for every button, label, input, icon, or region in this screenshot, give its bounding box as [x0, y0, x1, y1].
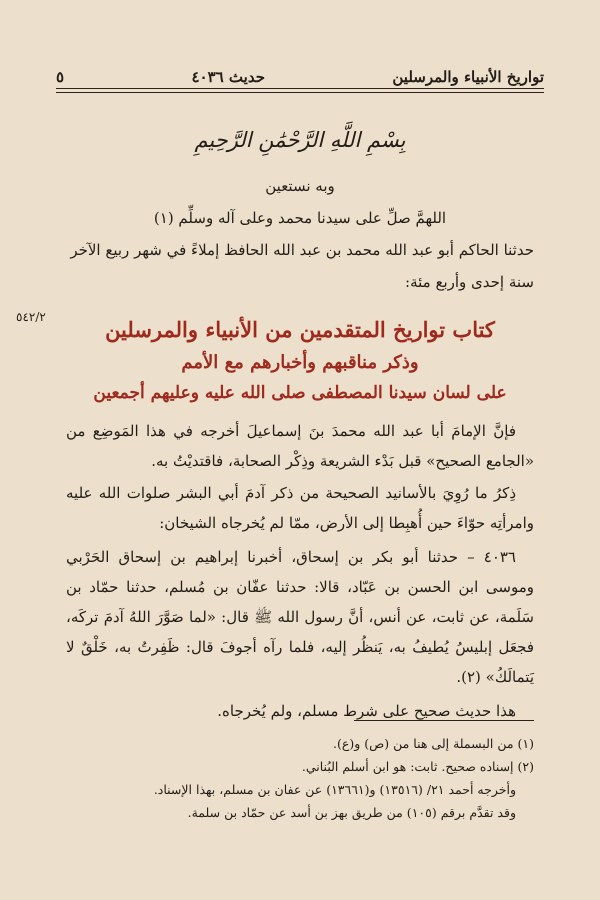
- hadith-number-label: حديث ٤٠٣٦: [191, 68, 265, 86]
- book-subtitle: وذكر مناقبهم وأخبارهم مع الأمم: [181, 352, 419, 373]
- narration-line-1: حدثنا الحاكم أبو عبد الله محمد بن عبد الله الحافظ إملاءً في شهر ربيع الآخر: [70, 241, 534, 259]
- header-rule-thick: [56, 88, 544, 89]
- footnotes: [66, 732, 534, 824]
- paragraph: هذا حديث صحيح على شرط مسلم، ولم يُخرجاه.: [217, 702, 516, 720]
- footnote: وقد تقدَّم برقم (١٠٥) من طريق بهز بن أسد عن حمّاد بن سلمة.: [187, 805, 516, 820]
- margin-reference: ٥٤٢/٢: [16, 310, 46, 324]
- page-number: ٥: [56, 68, 65, 86]
- footnote: (٢) إسناده صحيح. ثابت: هو ابن أسلم البُناني.: [301, 759, 534, 774]
- opening-line-2: اللهمَّ صلِّ على سيدنا محمد وعلى آله وسلِّم (١): [153, 209, 447, 227]
- running-title: تواريخ الأنبياء والمرسلين: [392, 68, 544, 86]
- page-body: [66, 118, 534, 726]
- opening-line-1: وبه نستعين: [265, 177, 335, 195]
- basmala: بِسْمِ اللَّهِ الرَّحْمَٰنِ الرَّحِيمِ: [194, 128, 406, 152]
- footnote-rule: [354, 720, 534, 721]
- book-subtitle-2: على لسان سيدنا المصطفى صلى الله عليه وعليهم أجمعين: [93, 383, 507, 403]
- footnote: (١) من البسملة إلى هنا من (ص) و(ع).: [333, 736, 534, 751]
- hadith-text: ٤٠٣٦ – حدثنا أبو بكر بن إسحاق، أخبرنا إبراهيم بن إسحاق الحَرْبي وموسى ابن الحسن بن عَبّاد، قالا: حدثنا عفّان بن مُسلم، حدثنا حمّاد بن سَلَمة، عن ثابت، عن أنس، أنَّ رسول الله ﷺ قال: «لما صَوَّرَ اللهُ آدمَ تركَه، فجعَل إبليسُ يُطيفُ به، يَنظُر إليه، فلما رآه أجوفَ قال: ظَفِرتُ به، خَلْقٌ لا يَتمالَكُ» (٢).: [66, 548, 534, 686]
- footnote: وأخرجه أحمد ٢١/ (١٣٥١٦) و(١٣٦٦١) عن عفان بن مسلم، بهذا الإسناد.: [153, 782, 516, 797]
- paragraph: فإنَّ الإمامَ أبا عبد الله محمدَ بنَ إسماعيلَ أخرجه في هذا المَوضِع من «الجامع الصحيح» قبل بَدْء الشريعة وذِكْر الصحابة، فاقتديْتُ به.: [66, 422, 534, 470]
- header-rule-thin: [56, 92, 544, 93]
- narration-line-2: سنة إحدى وأربع مئة:: [405, 273, 534, 291]
- paragraph: ذِكرُ ما رُوِيَ بالأسانيد الصحيحة من ذكر آدمَ أبي البشر صلوات الله عليه وامرأتِه حوّاءَ حين أُهبِطا إلى الأرض، ممّا لم يُخرجاه الشيخان:: [66, 484, 534, 532]
- book-title: كتاب تواريخ المتقدمين من الأنبياء والمرسلين: [105, 317, 495, 342]
- page-header: [56, 56, 544, 86]
